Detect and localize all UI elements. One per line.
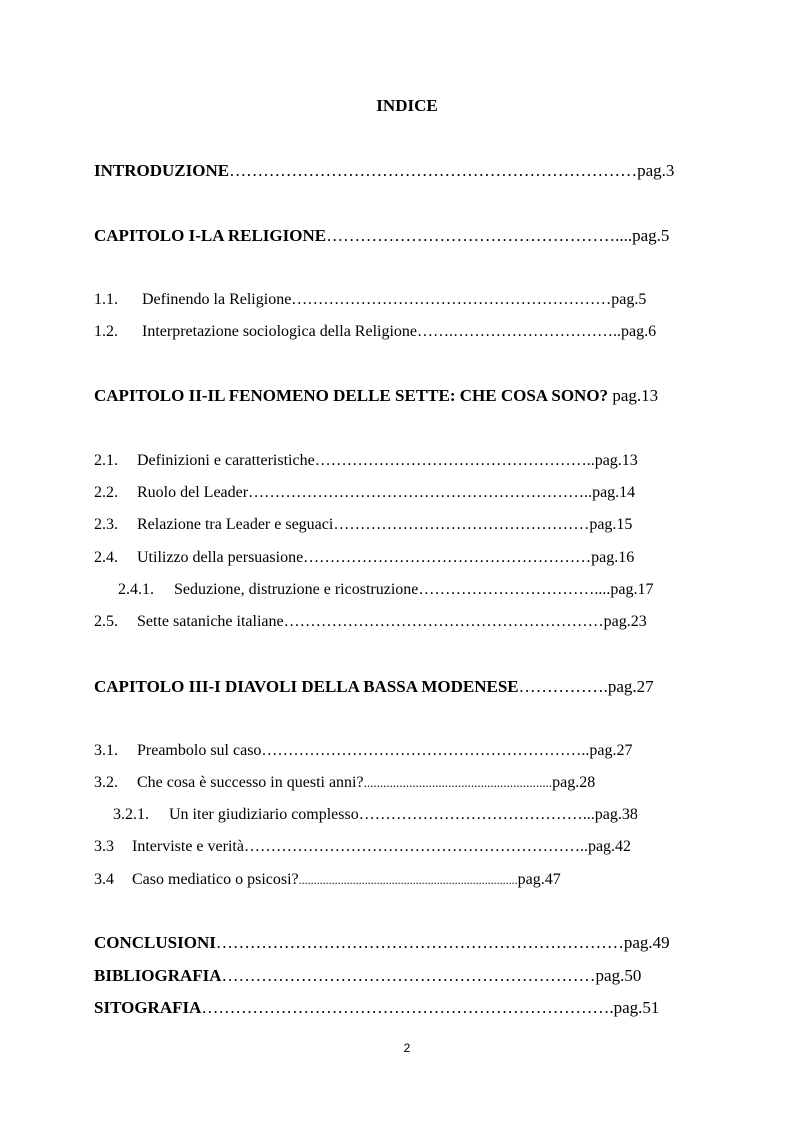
toc-label: INTRODUZIONE <box>94 161 230 180</box>
toc-label: Un iter giudiziario complesso <box>169 806 359 823</box>
toc-leader: …….………………………….. <box>417 323 621 340</box>
toc-leader: ……………………………………………………….. <box>248 484 593 501</box>
toc-page: pag.23 <box>603 613 647 630</box>
toc-entry-3-4[interactable] <box>94 869 561 891</box>
toc-entry-2-2[interactable] <box>94 482 635 504</box>
toc-page: pag.6 <box>621 323 657 340</box>
toc-label: Seduzione, distruzione e ricostruzione <box>174 581 419 598</box>
toc-page: pag.42 <box>587 838 632 855</box>
toc-number: 3.1. <box>94 742 118 759</box>
page-number: 2 <box>403 1041 411 1055</box>
toc-entry-1-2[interactable] <box>94 321 656 343</box>
toc-label: Preambolo sul caso <box>137 742 262 759</box>
toc-label: Che cosa è successo in questi anni? <box>137 774 364 791</box>
toc-entry-3-2[interactable] <box>94 772 595 794</box>
toc-page: pag.15 <box>589 516 633 533</box>
toc-label: CAPITOLO II-IL FENOMENO DELLE SETTE: CHE COSA SONO? <box>94 386 609 405</box>
toc-page: pag.47 <box>517 871 561 888</box>
toc-entry-2-4[interactable] <box>94 547 634 569</box>
toc-number: 2.5. <box>94 613 118 630</box>
toc-label: Relazione tra Leader e seguaci <box>137 516 334 533</box>
toc-entry-capitolo-3[interactable] <box>94 676 654 698</box>
toc-entry-introduzione[interactable] <box>94 160 674 182</box>
toc-entry-capitolo-2[interactable] <box>94 385 658 407</box>
toc-page: pag.49 <box>623 933 670 952</box>
toc-label: SITOGRAFIA <box>94 998 202 1017</box>
toc-label: Caso mediatico o psicosi? <box>132 871 299 888</box>
toc-label: Utilizzo della persuasione <box>137 549 304 566</box>
toc-page: pag.5 <box>632 226 670 245</box>
toc-entry-2-1[interactable] <box>94 450 638 472</box>
toc-leader: ………………………………………………………… <box>221 966 596 985</box>
toc-number: 2.3. <box>94 516 118 533</box>
toc-label: CAPITOLO I-LA RELIGIONE <box>94 226 327 245</box>
toc-label: Interpretazione sociologica della Religione <box>142 323 417 340</box>
toc-number: 3.4 <box>94 871 114 888</box>
toc-entry-2-3[interactable] <box>94 514 632 536</box>
toc-leader: ……………………………………………………………… <box>229 161 638 180</box>
toc-entry-2-5[interactable] <box>94 611 647 633</box>
toc-label: CAPITOLO III-I DIAVOLI DELLA BASSA MODENESE <box>94 677 519 696</box>
toc-leader: ……………………………………………… <box>303 549 592 566</box>
toc-entry-bibliografia[interactable] <box>94 965 641 987</box>
toc-leader: ………………………………………… <box>333 516 590 533</box>
toc-leader: ………………………………………………………………. <box>201 998 614 1017</box>
toc-label: Definendo la Religione <box>142 291 292 308</box>
toc-leader: …………………………………………….... <box>326 226 633 245</box>
toc-number: 3.3 <box>94 838 114 855</box>
toc-number: 2.2. <box>94 484 118 501</box>
toc-entry-capitolo-1[interactable] <box>94 225 669 247</box>
toc-entry-3-1[interactable] <box>94 740 633 762</box>
toc-number: 3.2.1. <box>113 806 149 823</box>
toc-page: pag.38 <box>594 806 638 823</box>
toc-page: pag.51 <box>613 998 660 1017</box>
toc-page: pag.27 <box>607 677 654 696</box>
index-title: INDICE <box>376 96 438 115</box>
toc-leader: ……………………………………………………………… <box>215 933 624 952</box>
toc-page: pag.13 <box>612 386 659 405</box>
toc-entry-3-3[interactable] <box>94 836 631 858</box>
toc-page: pag.17 <box>610 581 654 598</box>
toc-entry-2-4-1[interactable] <box>118 579 653 601</box>
toc-label: Definizioni e caratteristiche <box>137 452 315 469</box>
toc-page: pag.28 <box>552 774 596 791</box>
toc-label: CONCLUSIONI <box>94 933 216 952</box>
toc-page: pag.13 <box>594 452 638 469</box>
toc-leader: …………………………………………………….. <box>261 742 590 759</box>
toc-entry-3-2-1[interactable] <box>113 804 638 826</box>
toc-label: BIBLIOGRAFIA <box>94 966 222 985</box>
toc-label: Ruolo del Leader <box>137 484 249 501</box>
toc-number: 2.4. <box>94 549 118 566</box>
toc-leader: …………………………………………………… <box>291 291 612 308</box>
toc-leader: ……………. <box>518 677 608 696</box>
toc-label: Interviste e verità <box>132 838 244 855</box>
toc-number: 2.4.1. <box>118 581 154 598</box>
toc-leader: ……………………………………... <box>358 806 595 823</box>
toc-number: 1.2. <box>94 323 118 340</box>
toc-page: pag.16 <box>591 549 635 566</box>
toc-leader: …………………………………………………… <box>283 613 604 630</box>
toc-leader: …………………………….... <box>418 581 611 598</box>
toc-page: pag.27 <box>589 742 633 759</box>
toc-page: pag.14 <box>592 484 636 501</box>
toc-number: 1.1. <box>94 291 118 308</box>
toc-leader: ......................................................................... <box>298 873 518 887</box>
toc-leader: ……………………………………………………….. <box>243 838 588 855</box>
toc-number: 3.2. <box>94 774 118 791</box>
toc-leader: …………………………………………….. <box>314 452 595 469</box>
toc-page: pag.5 <box>611 291 647 308</box>
toc-entry-conclusioni[interactable] <box>94 932 670 954</box>
toc-entry-1-1[interactable] <box>94 289 646 311</box>
toc-entry-sitografia[interactable] <box>94 997 659 1019</box>
toc-page: pag.50 <box>595 966 642 985</box>
toc-label: Sette sataniche italiane <box>137 613 284 630</box>
toc-page: pag.3 <box>637 161 675 180</box>
toc-number: 2.1. <box>94 452 118 469</box>
toc-leader: .......................................................... <box>363 775 553 790</box>
